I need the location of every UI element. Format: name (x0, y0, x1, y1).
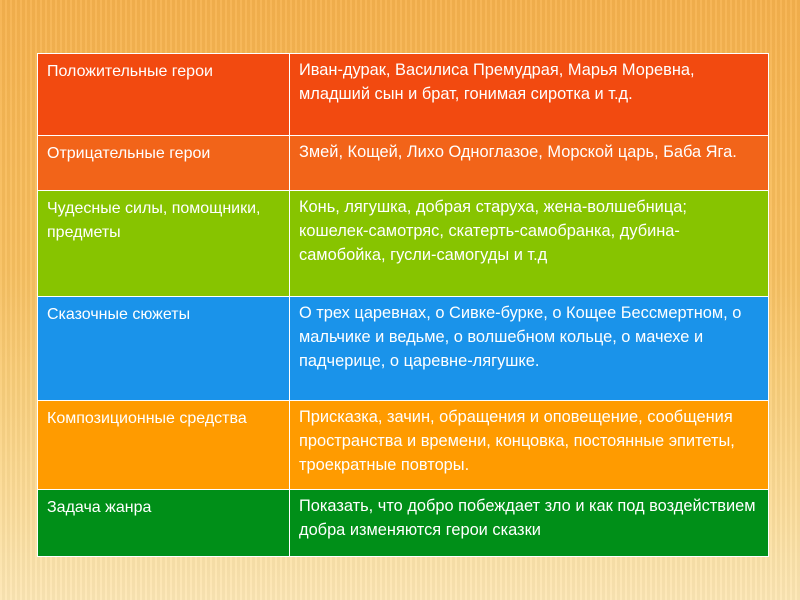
row-label-positive-heroes: Положительные герои (38, 54, 290, 136)
table-row-genre-task (38, 490, 769, 557)
row-label-magic-helpers: Чудесные силы, помощники, предметы (38, 191, 290, 297)
row-label-fairy-plots: Сказочные сюжеты (38, 297, 290, 401)
row-value-composition-means: Присказка, зачин, обращения и оповещение, сообщения пространства и времени, концовка, постоянные эпитеты, троекратные повторы. (290, 401, 769, 490)
row-label-composition-means: Композиционные средства (38, 401, 290, 490)
table-row-negative-heroes (38, 136, 769, 191)
row-value-genre-task: Показать, что добро побеждает зло и как под воздействием добра изменяются герои сказки (290, 490, 769, 557)
row-value-positive-heroes: Иван-дурак, Василиса Премудрая, Марья Моревна, младший сын и брат, гонимая сиротка и т.д. (290, 54, 769, 136)
row-value-fairy-plots: О трех царевнах, о Сивке-бурке, о Кощее Бессмертном, о мальчике и ведьме, о волшебном кольце, о мачехе и падчерице, о царевне-лягушке. (290, 297, 769, 401)
table-row-positive-heroes (38, 54, 769, 136)
table-row-magic-helpers (38, 191, 769, 297)
row-label-negative-heroes: Отрицательные герои (38, 136, 290, 191)
table-row-fairy-plots (38, 297, 769, 401)
fairy-tale-genre-table (37, 53, 769, 557)
table-row-composition-means (38, 401, 769, 490)
row-label-genre-task: Задача жанра (38, 490, 290, 557)
row-value-negative-heroes: Змей, Кощей, Лихо Одноглазое, Морской царь, Баба Яга. (290, 136, 769, 191)
row-value-magic-helpers: Конь, лягушка, добрая старуха, жена-волшебница; кошелек-самотряс, скатерть-самобранка, дубина-самобойка, гусли-самогуды и т.д (290, 191, 769, 297)
